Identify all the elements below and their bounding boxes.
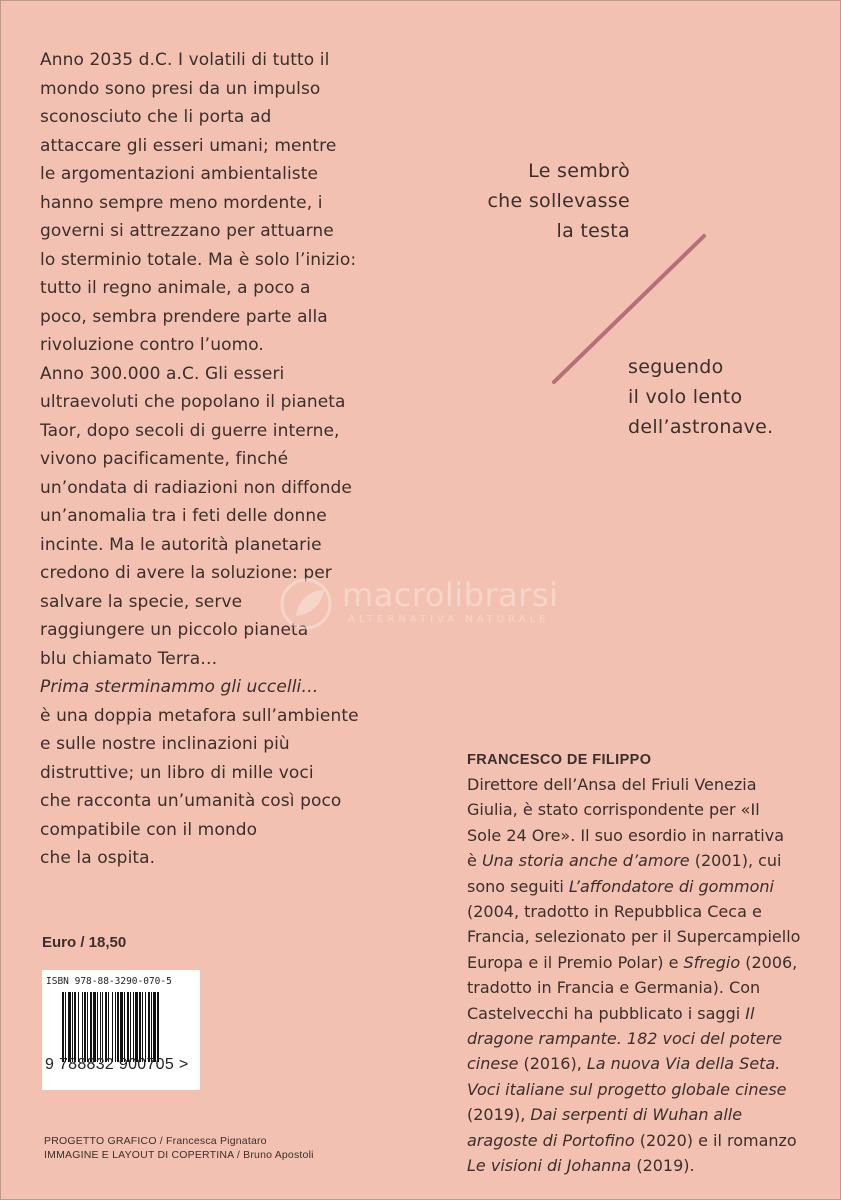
bio-line: aragoste di Portofino (2020) e il romanzo [467, 1130, 797, 1150]
synopsis-line: hanno sempre meno mordente, i [40, 192, 323, 213]
synopsis-line: attaccare gli esseri umani; mentre [40, 135, 337, 156]
watermark-brand: macrolibrarsi [342, 576, 559, 614]
bio-line: tradotto in Francia e Germania). Con [467, 978, 761, 998]
synopsis-line: un’ondata di radiazioni non diffonde [40, 477, 352, 498]
author-name: FRANCESCO DE FILIPPO [467, 752, 652, 768]
book-title: aragoste di Portofino [467, 1130, 635, 1150]
synopsis-book-title: Prima sterminammo gli uccelli… [40, 677, 319, 697]
synopsis-line: tutto il regno animale, a poco a [40, 278, 311, 298]
ean-number: 9 788832 900705 > [45, 1056, 189, 1073]
synopsis-line: lo sterminio totale. Ma è solo l’inizio: [40, 249, 357, 270]
synopsis-line: vivono pacificamente, finché [40, 449, 289, 469]
bio-line: Europa e il Premio Polar) e Sfregio (2006, [467, 952, 798, 972]
bio-line: Direttore dell’Ansa del Friuli Venezia [467, 775, 757, 794]
synopsis-line: un’anomalia tra i feti delle donne [40, 506, 327, 526]
quote-line: la testa [556, 220, 630, 242]
price-label: Euro / 18,50 [42, 934, 127, 951]
synopsis-line: credono di avere la soluzione: per [40, 563, 332, 583]
synopsis-line: sconosciuto che li porta ad [40, 107, 272, 127]
watermark [278, 576, 578, 636]
synopsis-line: raggiungere un piccolo pianeta [40, 620, 309, 640]
quote-line: seguendo [628, 356, 724, 378]
book-title: Le visioni di Johanna [467, 1156, 632, 1176]
book-title: Il [745, 1003, 755, 1023]
synopsis-line: che racconta un’umanità così poco [40, 791, 342, 811]
quote-line: il volo lento [628, 386, 743, 408]
author-bio [467, 750, 827, 1179]
barcode-box [42, 970, 200, 1090]
bio-line: Sole 24 Ore». Il suo esordio in narrativa [467, 825, 785, 845]
leaf-logo-icon [278, 576, 338, 632]
bio-line: è Una storia anche d’amore (2001), cui [467, 851, 782, 871]
synopsis-line: incinte. Ma le autorità planetarie [40, 534, 322, 555]
book-title: dragone rampante. 182 voci del potere [467, 1029, 783, 1049]
quote-line: che sollevasse [487, 190, 630, 212]
book-title: cinese [467, 1054, 519, 1074]
synopsis-line: blu chiamato Terra… [40, 648, 218, 669]
synopsis-line: le argomentazioni ambientaliste [40, 164, 319, 184]
bio-line: (2004, tradotto in Repubblica Ceca e [467, 902, 762, 922]
synopsis-line: compatibile con il mondo [40, 819, 258, 840]
synopsis-line: Anno 2035 d.C. I volatili di tutto il [40, 50, 330, 70]
isbn-label: ISBN 978-88-3290-070-5 [46, 976, 172, 987]
synopsis-line: distruttive; un libro di mille voci [40, 762, 314, 783]
synopsis-line: è una doppia metafora sull’ambiente [40, 705, 359, 726]
synopsis-text [40, 46, 380, 873]
watermark-tagline: ALTERNATIVA NATURALE [348, 614, 550, 625]
book-title: Dai serpenti di Wuhan alle [530, 1105, 743, 1125]
synopsis-line: che la ospita. [40, 848, 156, 868]
book-title: La nuova Via della Seta. [586, 1054, 781, 1074]
bio-line: cinese (2016), La nuova Via della Seta. [467, 1054, 781, 1074]
barcode-icon [62, 992, 194, 1062]
book-title: Voci italiane sul progetto globale cinese [467, 1079, 787, 1099]
bio-line: (2019), Dai serpenti di Wuhan alle [467, 1105, 743, 1125]
synopsis-line: e sulle nostre inclinazioni più [40, 734, 290, 754]
bio-line: Le visioni di Johanna (2019). [467, 1156, 695, 1176]
bio-line: sono seguiti L’affondatore di gommoni [467, 876, 774, 896]
bio-line: Francia, selezionato per il Supercampiello [467, 927, 801, 947]
bio-line: Giulia, è stato corrispondente per «Il [467, 800, 760, 820]
book-title: Una storia anche d’amore [481, 851, 690, 871]
synopsis-line: mondo sono presi da un impulso [40, 78, 321, 99]
synopsis-line: poco, sembra prendere parte alla [40, 306, 328, 327]
quote-line: dell’astronave. [628, 416, 774, 438]
synopsis-line: Taor, dopo secoli di guerre interne, [40, 420, 340, 441]
book-title: Sfregio [683, 952, 741, 972]
quote-line: Le sembrò [528, 160, 630, 182]
synopsis-line: salvare la specie, serve [40, 591, 243, 612]
credit-cover: IMMAGINE E LAYOUT DI COPERTINA / Bruno Apostoli [44, 1149, 314, 1161]
synopsis-line: ultraevoluti che popolano il pianeta [40, 392, 346, 412]
credits [44, 1134, 314, 1162]
synopsis-line: rivoluzione contro l’uomo. [40, 335, 264, 355]
bio-line: Castelvecchi ha pubblicato i saggi Il [467, 1003, 755, 1023]
credit-design: PROGETTO GRAFICO / Francesca Pignataro [44, 1135, 267, 1147]
book-title: L’affondatore di gommoni [568, 876, 774, 896]
quote-part-2 [628, 352, 828, 442]
synopsis-line: Anno 300.000 a.C. Gli esseri [40, 363, 285, 384]
synopsis-line: governi si attrezzano per attuarne [40, 221, 334, 241]
